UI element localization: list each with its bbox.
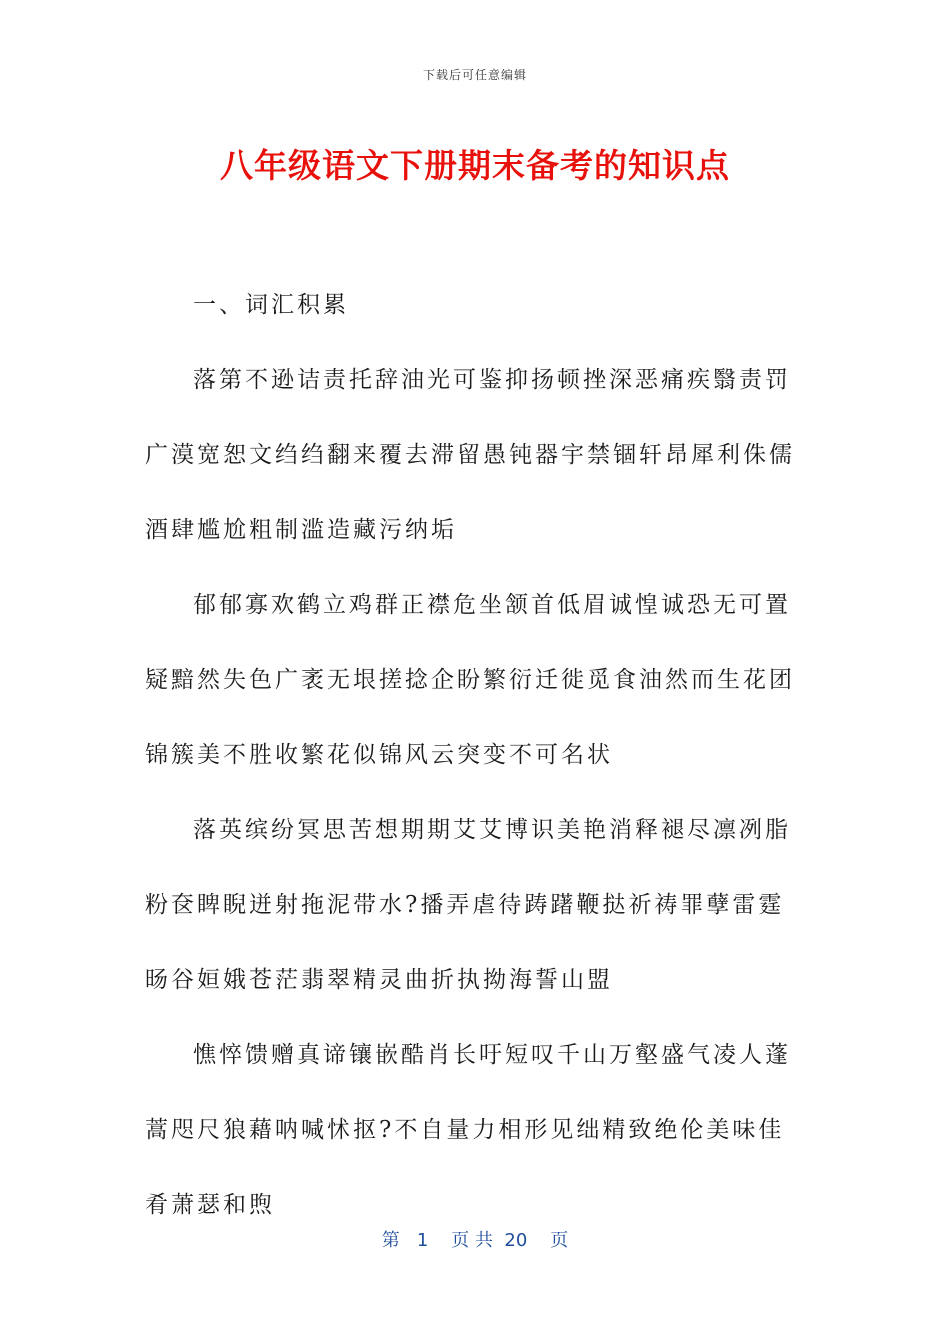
document-body (145, 268, 805, 1243)
paragraph: 郁郁寡欢鹤立鸡群正襟危坐颔首低眉诚惶诚恐无可置疑黯然失色广袤无垠搓捻企盼繁衍迁徙觅食油然而生花团锦簇美不胜收繁花似锦风云突变不可名状 (145, 592, 795, 768)
section-heading: 一、词汇积累 (193, 292, 349, 318)
paragraph: 落第不逊诘责托辞油光可鉴抑扬顿挫深恶痛疾翳责罚广漠宽恕文绉绉翻来覆去滞留愚钝器宇禁锢轩昂犀利侏儒酒肆尴尬粗制滥造藏污纳垢 (145, 367, 795, 543)
paragraph: 憔悴馈赠真谛镶嵌酷肖长吁短叹千山万壑盛气凌人蓬蒿咫尺狼藉呐喊怵抠?不自量力相形见绌精致绝伦美味佳肴萧瑟和煦 (145, 1042, 791, 1218)
page-header-note: 下载后可任意编辑 (422, 68, 527, 82)
document-title: 八年级语文下册期末备考的知识点 (220, 146, 730, 185)
page-number-footer: 第 1 页 共 20 页 (381, 1230, 569, 1251)
paragraph: 落英缤纷冥思苦想期期艾艾博识美艳消释褪尽凛冽脂粉奁睥睨迸射拖泥带水?播弄虐待踌躇鞭挞祈祷罪孽雷霆旸谷姮娥苍茫翡翠精灵曲折执拗海誓山盟 (145, 817, 791, 993)
